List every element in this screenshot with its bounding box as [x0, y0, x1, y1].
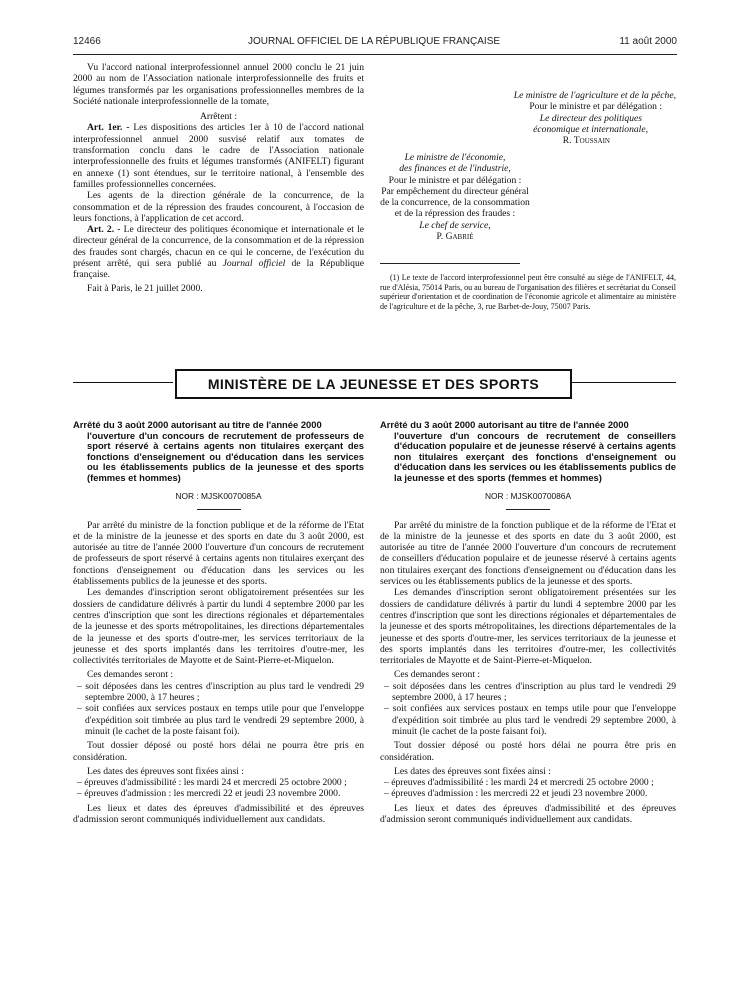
arrete-left-title: Arrêté du 3 août 2000 autorisant au titre de l'année 2000 l'ouverture d'un concours de recrutement de professeurs de sport réservé à certains agents non titulaires exerçant des fonctions d'enseignement ou d'éducation dans les services ou les établissements publics de la jeunesse et des sports (femmes et hommes): [73, 419, 364, 483]
list-item: – épreuves d'admissibilité : les mardi 24 et mercredi 25 octobre 2000 ;: [384, 777, 654, 789]
footnote: (1) Le texte de l'accord interprofessionnel peut être consulté au siège de l'ANIFELT, 44, rue d'Alésia, 75014 Paris, ou au bureau de l'organisation des filières et secrétariat du Conseil supérieur d'orientation et de coordination de l'économie agricole et alimentaire au ministère de l'agriculture et de la pêche, 3, rue Barbet-de-Jouy, 75007 Paris.: [380, 273, 676, 311]
top-left-column: [73, 62, 364, 294]
list-item: – soit déposées dans les centres d'inscription au plus tard le vendredi 29 septembre 2000, à 17 heures ;: [77, 680, 364, 704]
title-separator: [506, 509, 550, 510]
list-item: – soit déposées dans les centres d'inscription au plus tard le vendredi 29 septembre 2000, à 17 heures ;: [384, 680, 676, 704]
nor-reference: NOR : MJSK0070085A: [175, 490, 262, 501]
list-item: – soit confiées aux services postaux en temps utile pour que l'enveloppe d'expédition soit timbrée au plus tard le vendredi 29 septembre 2000, à minuit (le cachet de la poste faisant foi).: [77, 703, 364, 737]
ministry-heading: MINISTÈRE DE LA JEUNESSE ET DES SPORTS: [175, 369, 572, 399]
list-item: – épreuves d'admission : les mercredi 22 et jeudi 23 novembre 2000.: [384, 788, 648, 800]
vu-paragraph: Vu l'accord national interprofessionnel annuel 2000 conclu le 21 juin 2000 au nom de l'Association nationale interprofessionnelle des fruits et légumes transformés par les organisations professionnelles membres de la Société nationale interprofessionnelle de la tomate,: [73, 62, 364, 107]
list-item: – épreuves d'admissibilité : les mardi 24 et mercredi 25 octobre 2000 ;: [77, 777, 347, 789]
title-separator: [197, 509, 241, 510]
journal-officiel-ref: Journal officiel: [222, 258, 286, 270]
list-item: – soit confiées aux services postaux en temps utile pour que l'enveloppe d'expédition soit timbrée au plus tard le vendredi 29 septembre 2000, à minuit (le cachet de la poste faisant foi).: [384, 703, 676, 737]
article-2: Art. 2. - Le directeur des politiques économique et internationale et le directeur général de la concurrence, de la consommation et de la répression des fraudes sont chargés, chacun en ce qui le concerne, de l'exécution du présent arrêté, qui sera publié au Journal officiel de la République française.: [73, 224, 365, 281]
page-number: 12466: [73, 36, 101, 47]
signature-block-economie: Le ministre de l'économie, des finances et de l'industrie, Pour le ministre et par délégation : Par empêchement du directeur général de la concurrence, de la consommation et de la répression des fraudes : Le chef de service, P. Gabrié: [380, 152, 530, 243]
fait-a-paris: Fait à Paris, le 21 juillet 2000.: [87, 282, 203, 294]
ministry-rule-left: [73, 382, 173, 383]
header-rule: [73, 54, 677, 55]
arrete-left: Arrêté du 3 août 2000 autorisant au titre de l'année 2000 l'ouverture d'un concours de recrutement de professeurs de sport réservé à certains agents non titulaires exerçant des fonctions d'enseignement ou d'éducation dans les services ou les établissements publics de la jeunesse et des sports (femmes et hommes) NOR : MJSK0070085A Par arrêté du ministre de la fonction publique et de la réforme de l'Etat et de la ministre de la jeunesse et des sports en date du 3 août 2000, est autorisée au titre de l'année 2000 l'ouverture d'un concours de recrutement de professeurs de sport réservé à certains agents non titulaires exerçant des fonctions d'enseignement ou d'éducation dans les services ou les établissements publics de la jeunesse et des sports. Les demandes d'inscription seront obligatoirement présentées sur les dossiers de candidature délivrés à partir du lundi 4 septembre 2000 par les centres d'inscription que sont les directions régionales et départementales de la jeunesse et des sports métropolitaines, les directions départementales de la jeunesse et des sports d'outre-mer, les services territoriaux de la jeunesse et des sports implantés dans les territoires d'outre-mer, les collectivités territoriales de Mayotte et de Saint-Pierre-et-Miquelon. Ces demandes seront : – soit déposées dans les centres d'inscription au plus tard le vendredi 29 septembre 2000, à 17 heures ; – soit confiées aux services postaux en temps utile pour que l'enveloppe d'expédition soit timbrée au plus tard le vendredi 29 septembre 2000, à minuit (le cachet de la poste faisant foi). Tout dossier déposé ou posté hors délai ne pourra être pris en considération. Les dates des épreuves sont fixées ainsi : – épreuves d'admissibilité : les mardi 24 et mercredi 25 octobre 2000 ; – épreuves d'admission : les mercredi 22 et jeudi 23 novembre 2000. Les lieux et dates des épreuves d'admissibilité et des épreuves d'admission seront communiqués individuellement aux candidats.: [73, 419, 364, 825]
article-1-paragraph-2: Les agents de la direction générale de la concurrence, de la consommation et de la répression des fraudes concourent, à l'occasion de leurs fonctions, à l'application de cet accord.: [73, 190, 364, 224]
arrete-right-title: Arrêté du 3 août 2000 autorisant au titre de l'année 2000 l'ouverture d'un concours de recrutement de conseillers d'éducation populaire et de jeunesse réservé à certains agents non titulaires exerçant des fonctions d'enseignement ou d'éducation dans les services ou les établissements publics de la jeunesse et des sports (femmes et hommes): [380, 419, 676, 483]
signature-block-agriculture: Le ministre de l'agriculture et de la pêche, Pour le ministre et par délégation : Le directeur des politiques économique et internationale, R. Toussain: [380, 90, 676, 146]
list-item: – épreuves d'admission : les mercredi 22 et jeudi 23 novembre 2000.: [77, 788, 341, 800]
sig1-title: Le ministre de l'agriculture et de la pêche,: [513, 90, 676, 101]
footnote-rule: [380, 263, 520, 264]
ministry-rule-right: [572, 382, 676, 383]
article-2-label: Art. 2. -: [87, 224, 121, 236]
journal-title: JOURNAL OFFICIEL DE LA RÉPUBLIQUE FRANÇAISE: [247, 36, 501, 47]
sig1-name: R. Toussain: [562, 135, 610, 147]
nor-reference: NOR : MJSK0070086A: [484, 490, 572, 501]
article-1-label: Art. 1er. -: [87, 122, 130, 134]
arrete-right: Arrêté du 3 août 2000 autorisant au titre de l'année 2000 l'ouverture d'un concours de recrutement de conseillers d'éducation populaire et de jeunesse réservé à certains agents non titulaires exerçant des fonctions d'enseignement ou d'éducation dans les services ou les établissements publics de la jeunesse et des sports (femmes et hommes) NOR : MJSK0070086A Par arrêté du ministre de la fonction publique et de la réforme de l'Etat et de la ministre de la jeunesse et des sports en date du 3 août 2000, est autorisée au titre de l'année 2000 l'ouverture d'un concours de recrutement de conseillers d'éducation populaire et de jeunesse réservé à certains agents non titulaires exerçant des fonctions d'enseignement ou d'éducation dans les services ou les établissements publics de la jeunesse et des sports. Les demandes d'inscription seront obligatoirement présentées sur les dossiers de candidature délivrés à partir du lundi 4 septembre 2000 par les centres d'inscription que sont les directions régionales et départementales de la jeunesse et des sports métropolitaines, les directions départementales de la jeunesse et des sports d'outre-mer, les services territoriaux de la jeunesse et des sports implantés dans les territoires d'outre-mer, les collectivités territoriales de Mayotte et de Saint-Pierre-et-Miquelon. Ces demandes seront : – soit déposées dans les centres d'inscription au plus tard le vendredi 29 septembre 2000, à 17 heures ; – soit confiées aux services postaux en temps utile pour que l'enveloppe d'expédition soit timbrée au plus tard le vendredi 29 septembre 2000, à minuit (le cachet de la poste faisant foi). Tout dossier déposé ou posté hors délai ne pourra être pris en considération. Les dates des épreuves sont fixées ainsi : – épreuves d'admissibilité : les mardi 24 et mercredi 25 octobre 2000 ; – épreuves d'admission : les mercredi 22 et jeudi 23 novembre 2000. Les lieux et dates des épreuves d'admissibilité et des épreuves d'admission seront communiqués individuellement aux candidats.: [380, 419, 676, 825]
article-1-text: Les dispositions des articles 1er à 10 de l'accord national interprofessionnel annuel 2000 susvisé relatif aux tomates de transformation conclu dans le cadre de l'Association nationale interprofessionnelle des fruits et légumes transformés (ANIFELT) figurant en annexe (1) sont étendues, sur le territoire national, à l'ensemble des familles professionnelles concernées.: [73, 122, 364, 190]
issue-date: 11 août 2000: [619, 36, 677, 47]
arretent-heading: Arrêtent :: [199, 111, 238, 123]
article-1: [73, 122, 364, 190]
sig2-name: P. Gabrié: [436, 231, 474, 243]
